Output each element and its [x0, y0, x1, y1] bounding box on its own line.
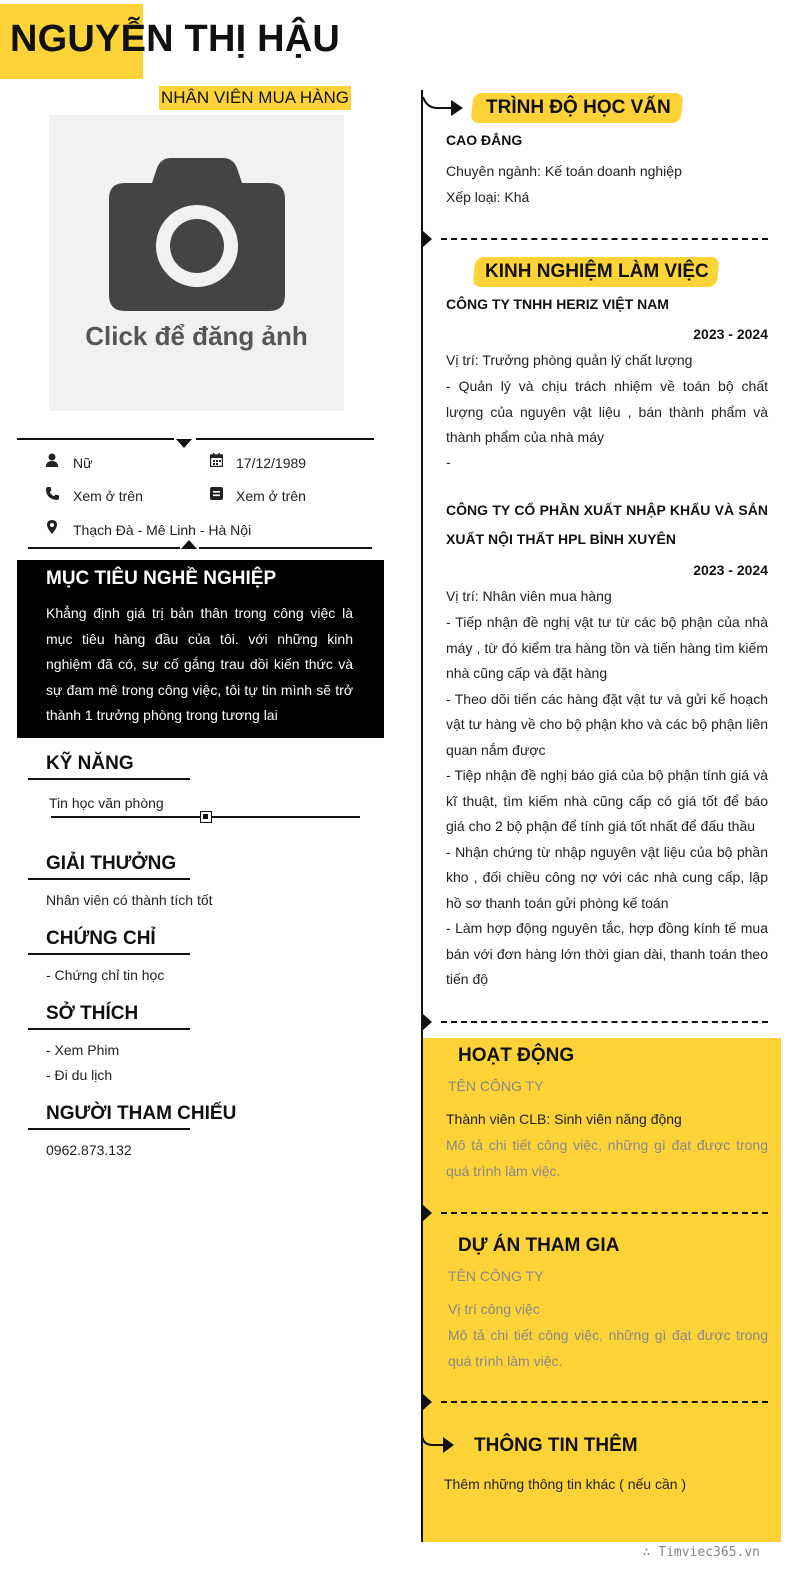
activity-description[interactable]: Mô tả chi tiết công việc, những gì đạt được trong quá trình làm việc.: [446, 1137, 768, 1179]
email-value[interactable]: Xem ở trên: [236, 488, 306, 504]
section-divider: [441, 238, 768, 240]
user-icon: [44, 453, 60, 469]
certificates-underline: [28, 953, 190, 955]
additional-text[interactable]: Thêm những thông tin khác ( nếu cần ): [444, 1476, 687, 1492]
education-level[interactable]: CAO ĐẲNG: [446, 132, 523, 148]
camera-icon: [109, 158, 285, 311]
hobby-item[interactable]: - Đi du lịch: [46, 1067, 113, 1083]
objective-text[interactable]: Khẳng định giá trị bản thân trong công việc là mục tiêu hàng đầu của tôi. với những kinh nghiệm đã có, sự cố gắng trau dồi kiến thức và sự đam mê trong công việc, tôi tự tin mình sẽ trở thành 1 trưởng phòng trong tương lai: [46, 605, 353, 723]
education-grade[interactable]: Xếp loại: Khá: [446, 189, 530, 205]
certificates-title: CHỨNG CHỈ: [46, 928, 156, 949]
arrow-right-icon: [421, 1424, 457, 1454]
project-role[interactable]: Vị trí công việc: [448, 1301, 540, 1317]
hobby-item[interactable]: - Xem Phim: [46, 1042, 120, 1058]
hobbies-underline: [28, 1028, 190, 1030]
job-company[interactable]: CÔNG TY TNHH HERIZ VIỆT NAM: [446, 296, 669, 312]
additional-title: THÔNG TIN THÊM: [474, 1435, 638, 1456]
project-description[interactable]: Mô tả chi tiết công việc, những gì đạt được trong quá trình làm việc.: [448, 1327, 768, 1369]
address-value[interactable]: Thạch Đà - Mê Linh - Hà Nội: [73, 522, 252, 538]
award-item[interactable]: Nhân viên có thành tích tốt: [46, 892, 213, 908]
hobbies-title: SỞ THÍCH: [46, 1003, 139, 1024]
arrow-right-icon: [423, 96, 465, 120]
location-icon: [44, 520, 60, 536]
objective-section: [17, 560, 384, 738]
education-major[interactable]: Chuyên ngành: Kế toán doanh nghiệp: [446, 163, 682, 179]
references-underline: [28, 1128, 190, 1130]
activity-company[interactable]: TÊN CÔNG TY: [448, 1078, 544, 1094]
skills-underline: [28, 778, 190, 780]
candidate-name[interactable]: NGUYỄN THỊ HẬU: [10, 18, 341, 60]
watermark: ∴ Timviec365.vn: [642, 1545, 760, 1560]
projects-title: DỰ ÁN THAM GIA: [458, 1235, 620, 1256]
email-icon: [208, 487, 224, 503]
phone-icon: [44, 487, 60, 503]
photo-upload[interactable]: [49, 115, 344, 411]
section-divider: [441, 1401, 768, 1403]
skill-level-handle[interactable]: [200, 811, 212, 823]
awards-title: GIẢI THƯỞNG: [46, 853, 177, 874]
job-role[interactable]: Vị trí: Trưởng phòng quản lý chất lượng: [446, 352, 693, 368]
section-divider: [441, 1212, 768, 1214]
contact-divider-arrow-up: [181, 540, 197, 549]
photo-upload-label: Click để đăng ảnh: [85, 321, 308, 351]
job-description[interactable]: - Quản lý và chịu trách nhiệm về toán bộ chất lượng của nguyên vật liệu , bán thành phẩm và thành phẩm của nhà máy: [446, 378, 768, 445]
certificate-item[interactable]: - Chứng chỉ tin học: [46, 967, 165, 983]
activity-role[interactable]: Thành viên CLB: Sinh viên năng động: [446, 1111, 682, 1127]
skills-title: KỸ NĂNG: [46, 753, 134, 774]
job-role[interactable]: Vị trí: Nhân viên mua hàng: [446, 588, 612, 604]
job-extra[interactable]: -: [446, 454, 451, 470]
objective-title: MỤC TIÊU NGHỀ NGHIỆP: [46, 568, 277, 589]
birthday-value[interactable]: 17/12/1989: [236, 455, 307, 471]
timeline-marker: [423, 1205, 432, 1221]
contact-divider-bottom-left: [28, 547, 180, 549]
education-title: TRÌNH ĐỘ HỌC VẤN: [486, 97, 671, 118]
contact-divider-top-left: [17, 438, 174, 440]
contact-divider-arrow: [176, 439, 192, 448]
job-position[interactable]: NHÂN VIÊN MUA HÀNG: [159, 86, 351, 110]
calendar-icon: [208, 453, 224, 469]
awards-underline: [28, 878, 190, 880]
section-divider: [441, 1021, 768, 1023]
job-company[interactable]: CÔNG TY CỔ PHẦN XUẤT NHẬP KHẨU VÀ SẢN XUẤT NỘI THẤT HPL BÌNH XUYÊN: [446, 502, 768, 547]
phone-value[interactable]: Xem ở trên: [73, 488, 143, 504]
timeline-marker: [423, 1394, 432, 1410]
timeline-marker: [423, 1014, 432, 1030]
job-description[interactable]: - Tiếp nhận đề nghị vật tư từ các bộ phận của nhà máy , từ đó kiểm tra hàng tồn và tiến hàng tìm kiếm nhà cũng cấp và đặt hàng - Theo dõi tiến các hàng đặt vật tư và gửi kế hoạch vật tư hàng về cho bộ phận kho và các bộ phận liên quan nắm được - Tiệp nhận đề nghị báo giá của bộ phận tính giá và kĩ thuật, tìm kiếm nhà cũng cấp có giá tốt để báo giá cho 2 bộ phận để tính giá tốt nhất để đấu thầu - Nhận chứng từ nhập nguyên vật liệu của bộ phần kho , đối chiều công nợ với các nhà cung cấp, lập hồ sơ thanh toán gửi phòng kế toán - Làm hợp động nguyên tắc, hợp đồng kính tế mua bán với đơn hàng lớn thời gian dài, thanh toán theo tiến độ: [446, 614, 768, 987]
skill-name[interactable]: Tin học văn phòng: [49, 795, 164, 811]
contact-divider-top-right: [196, 438, 374, 440]
references-title: NGƯỜI THAM CHIẾU: [46, 1103, 237, 1124]
project-company[interactable]: TÊN CÔNG TY: [448, 1268, 544, 1284]
gender-value[interactable]: Nữ: [73, 455, 93, 471]
reference-item[interactable]: 0962.873.132: [46, 1142, 132, 1158]
timeline-marker: [423, 231, 432, 247]
job-period[interactable]: 2023 - 2024: [693, 562, 768, 578]
contact-divider-bottom-right: [199, 547, 372, 549]
experience-title: KINH NGHIỆM LÀM VIỆC: [485, 261, 709, 282]
job-period[interactable]: 2023 - 2024: [693, 326, 768, 342]
timeline-line: [421, 90, 423, 1542]
activities-title: HOẠT ĐỘNG: [458, 1045, 575, 1066]
